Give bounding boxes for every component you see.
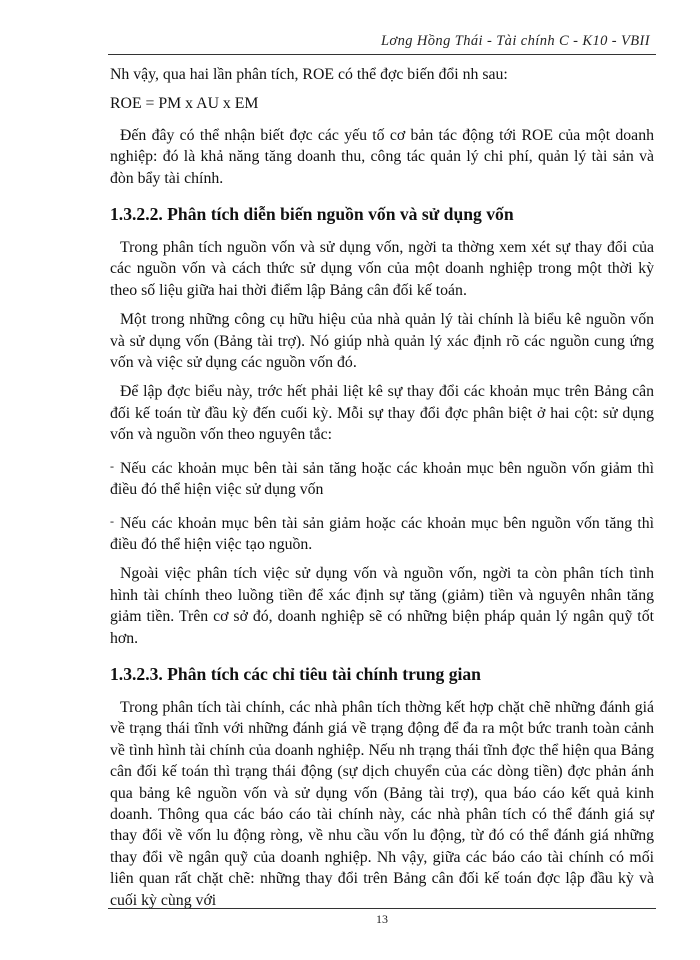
paragraph-roe-factors: Đến đây có thể nhận biết đợc các yếu tố cơ bản tác động tới ROE của một doanh nghiệp: đó là khả năng tăng doanh thu, công tác quản lý chi phí, quản lý tài sản và đòn bẩy tài chính. bbox=[110, 126, 654, 187]
bullet-capital-use bbox=[110, 456, 654, 501]
footer-divider bbox=[108, 908, 656, 909]
document-body bbox=[110, 64, 654, 919]
roe-formula: ROE = PM x AU x EM bbox=[110, 95, 259, 113]
page-number: 13 bbox=[376, 912, 388, 926]
paragraph-roe-intro: Nh vậy, qua hai lần phân tích, ROE có thể đợc biến đổi nh sau: bbox=[110, 66, 508, 83]
bullet-marker: - bbox=[110, 458, 114, 473]
section-heading-1-3-2-3: 1.3.2.3. Phân tích các chỉ tiêu tài chính trung gian bbox=[110, 663, 481, 684]
paragraph-preparation: Để lập đợc biểu này, trớc hết phải liệt kê sự thay đổi các khoản mục trên Bảng cân đối kế toán từ đầu kỳ đến cuối kỳ. Mỗi sự thay đổi đợc phân biệt ở hai cột: sử dụng vốn và nguồn vốn theo nguyên tắc: bbox=[110, 383, 654, 444]
bullet-capital-source bbox=[110, 511, 654, 556]
section-heading-1-3-2-2: 1.3.2.2. Phân tích diễn biến nguồn vốn và sử dụng vốn bbox=[110, 204, 514, 225]
bullet-text: Nếu các khoản mục bên tài sản tăng hoặc các khoản mục bên nguồn vốn giảm thì điều đó thể hiện việc sử dụng vốn bbox=[110, 459, 654, 499]
bullet-text: Nếu các khoản mục bên tài sản giảm hoặc các khoản mục bên nguồn vốn tăng thì điều đó thể hiện việc tạo nguồn. bbox=[110, 514, 654, 553]
paragraph-capital-analysis: Trong phân tích nguồn vốn và sử dụng vốn, ngời ta thờng xem xét sự thay đổi của các nguồn vốn và cách thức sử dụng vốn của một doanh nghiệp trong một thời kỳ theo số liệu giữa hai thời điểm lập Bảng cân đối kế toán. bbox=[110, 239, 654, 299]
bullet-marker: - bbox=[110, 513, 114, 528]
paragraph-intermediate-indicators: Trong phân tích tài chính, các nhà phân tích thờng kết hợp chặt chẽ những đánh giá về trạng thái tĩnh với những đánh giá về trạng động để đa ra một bức tranh toàn cảnh về tình hình tài chính của doanh nghiệp. Nếu nh trạng thái tĩnh đợc thể hiện qua Bảng cân đối kế toán thì trạng thái động (sự dịch chuyển của các dòng tiền) đợc phản ánh qua bảng kê nguồn vốn và sử dụng vốn (Bảng tài trợ), qua báo cáo kết quả kinh doanh. Thông qua các báo cáo tài chính này, các nhà phân tích có thể đánh giá sự thay đổi về vốn lu động ròng, về nhu cầu vốn lu động, từ đó có thể đánh giá những thay đổi về ngân quỹ của doanh nghiệp. Nh vậy, giữa các báo cáo tài chính có mối liên quan rất chặt chẽ: những thay đổi trên Bảng cân đối kế toán đợc lập đầu kỳ và cuối kỳ cùng với bbox=[110, 698, 654, 909]
paragraph-funding-table: Một trong những công cụ hữu hiệu của nhà quản lý tài chính là biểu kê nguồn vốn và sử dụng vốn (Bảng tài trợ). Nó giúp nhà quản lý xác định rõ các nguồn cung ứng vốn và việc sử dụng các nguồn vốn đó. bbox=[110, 311, 654, 372]
paragraph-cash-flow: Ngoài việc phân tích việc sử dụng vốn và nguồn vốn, ngời ta còn phân tích tình hình tài chính theo luồng tiền để xác định sự tăng (giảm) tiền và nguyên nhân tăng giảm tiền. Trên cơ sở đó, doanh nghiệp sẽ có những biện pháp quản lý ngân quỹ tốt hơn. bbox=[110, 565, 654, 647]
page-header bbox=[108, 30, 656, 55]
header-text: Lơng Hồng Thái - Tài chính C - K10 - VBII bbox=[380, 33, 650, 49]
